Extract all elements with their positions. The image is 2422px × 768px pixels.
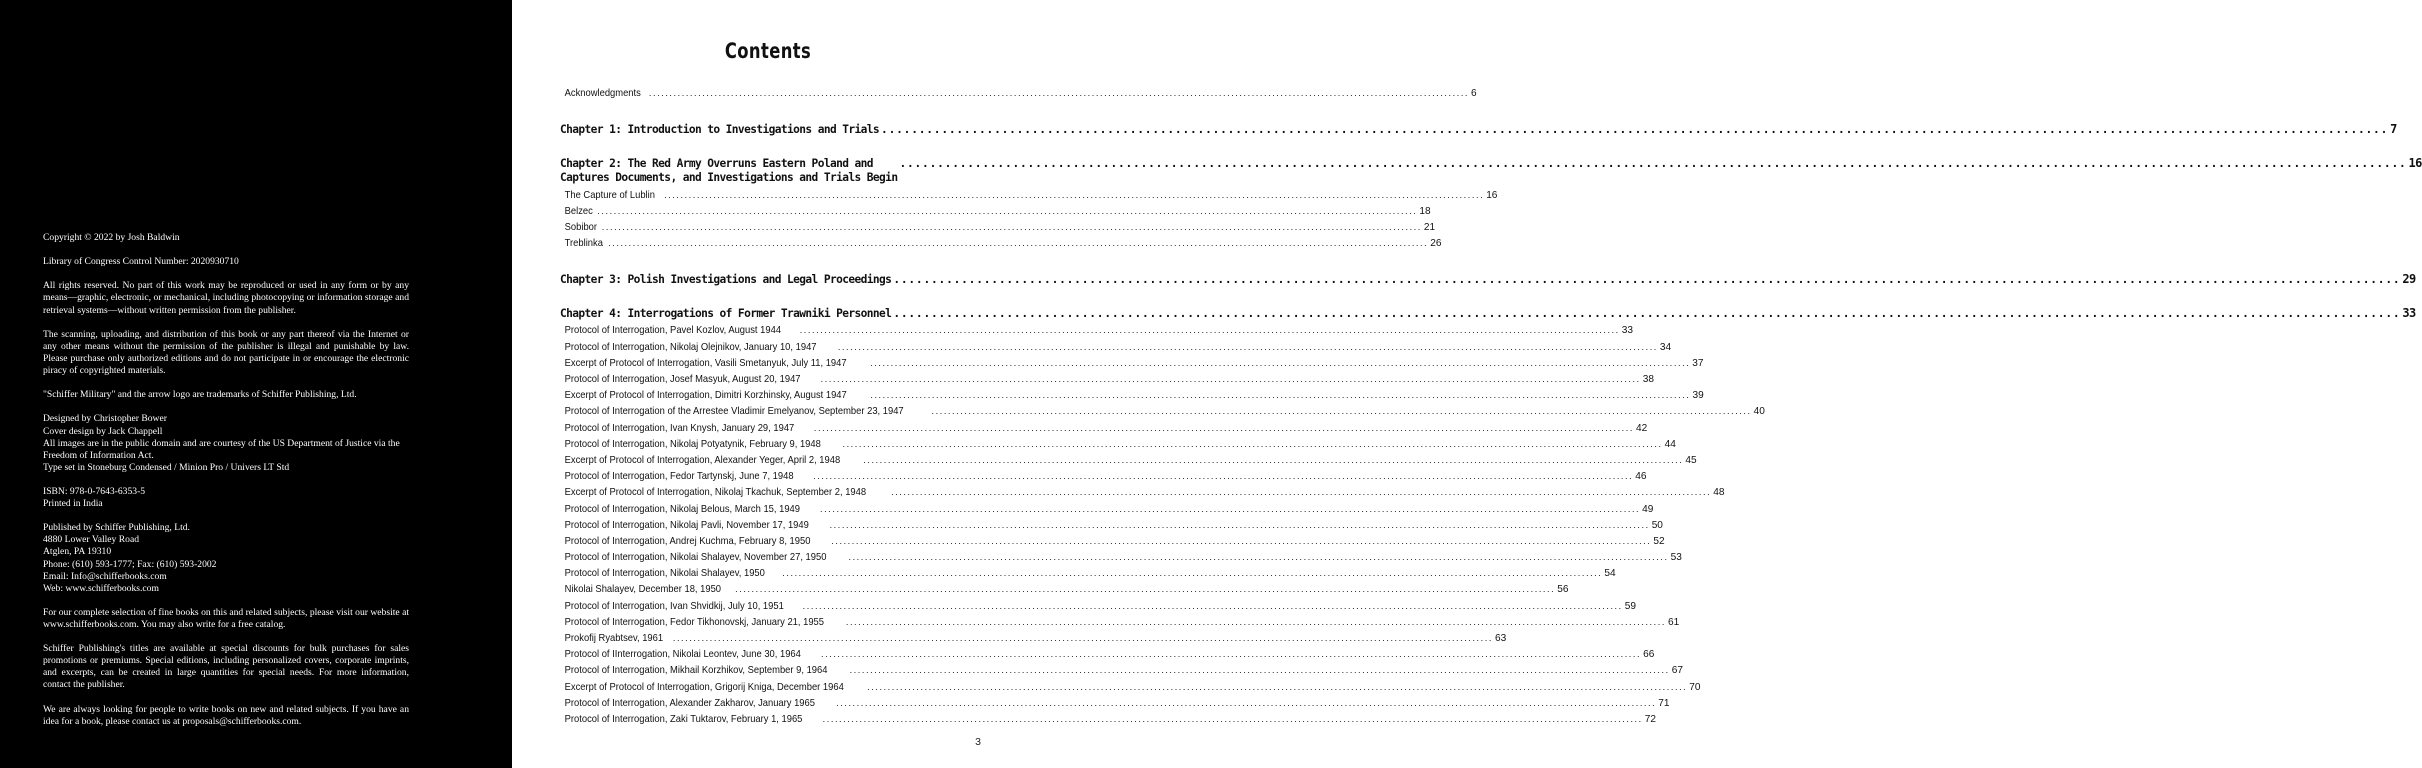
toc-page-number: 6 xyxy=(1471,88,1477,99)
toc-leader-dots: ........................................................................................................................................................................................................ xyxy=(899,156,2407,170)
toc-page-number: 33 xyxy=(1621,325,1634,337)
toc-entry[interactable] xyxy=(560,357,1704,374)
toc-entry[interactable] xyxy=(560,616,1680,633)
copyright-paragraph: We are always looking for people to write books on new and related subjects. If you have an idea for a book, please contact us at proposals@schifferbooks.com. xyxy=(43,703,409,727)
toc-entry[interactable] xyxy=(560,438,1676,455)
toc-entry-title: Excerpt of Protocol of Interrogation, Grigorij Kniga, December 1964 xyxy=(564,681,844,693)
copyright-paragraph: The scanning, uploading, and distribution of this book or any part thereof via the Internet or any other means without the permission of the publisher is illegal and punishable by law. Please purchase only authorized editions and do not participate in or encourage the electronic piracy of copyrighted materials. xyxy=(43,328,409,377)
toc-entry[interactable] xyxy=(560,552,1682,568)
copyright-line: Cover design by Jack Chappell xyxy=(43,425,163,437)
toc-page-number: 18 xyxy=(1419,205,1431,217)
toc-entry-title: Excerpt of Protocol of Interrogation, Dimitri Korzhinsky, August 1947 xyxy=(564,390,847,402)
toc-page-number: 56 xyxy=(1557,584,1569,596)
toc-chapter-title xyxy=(560,157,897,186)
contents-title: Contents xyxy=(724,39,812,63)
toc-entry-title: Protocol of IInterrogation, Nikolai Leontev, June 30, 1964 xyxy=(564,649,801,661)
toc-page-number: 53 xyxy=(1670,552,1682,564)
toc-entry[interactable] xyxy=(560,454,1697,471)
toc-entry-title: Protocol of Interrogation, Nikolaj Pavli, November 17, 1949 xyxy=(564,519,809,531)
toc-leader-dots: ........................................................................................................................................................................................................ xyxy=(802,600,1623,611)
toc-page-number: 70 xyxy=(1689,681,1701,693)
toc-entry-title: Protocol of Interrogation, Nikolai Shalayev, November 27, 1950 xyxy=(564,552,827,564)
toc-leader-dots: ........................................................................................................................................................................................................ xyxy=(664,189,1485,200)
toc-entry-title: Protocol of Interrogation, Andrej Kuchma, February 8, 1950 xyxy=(564,535,811,547)
toc-entry[interactable] xyxy=(560,535,1665,552)
toc-chapter-line: Chapter 2: The Red Army Overruns Eastern Poland and xyxy=(560,156,873,170)
toc-chapter-entry[interactable] xyxy=(560,272,2416,288)
copyright-paragraph: Schiffer Publishing's titles are available at special discounts for bulk purchases for sales promotions or premiums. Special editions, including personalized covers, corporate imprints, and excerpts, can be created in large quantities for special needs. For more information, contact the publisher. xyxy=(43,643,409,691)
toc-leader-dots: ........................................................................................................................................................................................................ xyxy=(799,325,1620,336)
toc-entry[interactable] xyxy=(560,238,1442,254)
toc-entry[interactable] xyxy=(560,649,1655,665)
toc-entry-title: Treblinka xyxy=(564,238,603,250)
toc-entry-title: Sobibor xyxy=(564,222,598,234)
toc-chapter-title xyxy=(560,123,879,138)
toc-chapter-entry[interactable] xyxy=(560,122,2397,138)
toc-chapter-entry[interactable] xyxy=(560,305,2416,322)
toc-leader-dots: ........................................................................................................................................................................................................ xyxy=(672,633,1493,643)
toc-leader-dots: ........................................................................................................................................................................................................ xyxy=(867,681,1688,692)
copyright-line: All images are in the public domain and are courtesy of the US Department of Justice via the Freedom of Information Act. xyxy=(43,437,400,461)
copyright-paragraph xyxy=(43,486,409,510)
toc-entry-title: Excerpt of Protocol of Interrogation, Vasili Smetanyuk, July 11, 1947 xyxy=(564,357,847,369)
toc-leader-dots: ........................................................................................................................................................................................................ xyxy=(870,390,1691,401)
toc-page-number: 61 xyxy=(1667,616,1680,628)
toc-entry[interactable] xyxy=(560,665,1683,681)
toc-page-number: 54 xyxy=(1604,568,1616,580)
toc-entry[interactable] xyxy=(560,713,1656,730)
toc-leader-dots: ........................................................................................................................................................................................................ xyxy=(813,422,1634,433)
toc-entry[interactable] xyxy=(560,600,1636,617)
toc-page-number: 72 xyxy=(1644,713,1656,725)
toc-chapter-title xyxy=(560,307,891,322)
toc-page-number: 34 xyxy=(1659,341,1672,353)
toc-page-number: 45 xyxy=(1685,454,1697,466)
toc-chapter-line: Chapter 1: Introduction to Investigations and Trials xyxy=(560,123,880,137)
toc-entry[interactable] xyxy=(560,584,1569,600)
toc-leader-dots: ........................................................................................................................................................................................................ xyxy=(813,471,1634,482)
toc-page-number: 67 xyxy=(1671,665,1683,677)
toc-leader-dots: ........................................................................................................................................................................................................ xyxy=(820,374,1641,384)
copyright-line: Designed by Christopher Bower xyxy=(43,413,167,425)
copyright-line: Web: www.schifferbooks.com xyxy=(43,582,159,594)
toc-entry[interactable] xyxy=(560,390,1704,406)
toc-entry-title: Acknowledgments xyxy=(564,88,641,99)
copyright-line: Type set in Stoneburg Condensed / Minion Pro / Univers LT Std xyxy=(43,461,290,473)
toc-leader-dots: ........................................................................................................................................................................................................ xyxy=(893,273,2401,287)
toc-leader-dots: ........................................................................................................................................................................................................ xyxy=(648,88,1470,98)
toc-entry[interactable] xyxy=(560,374,1654,390)
toc-chapter-line: Captures Documents, and Investigations and Trials Begin xyxy=(560,171,898,185)
toc-leader-dots: ........................................................................................................................................................................................................ xyxy=(870,357,1691,368)
toc-page-number: 46 xyxy=(1635,471,1647,483)
toc-leader-dots: ........................................................................................................................................................................................................ xyxy=(881,123,2389,137)
toc-chapter-line: Chapter 3: Polish Investigations and Legal Proceedings xyxy=(560,273,892,287)
toc-entry[interactable] xyxy=(560,88,1477,104)
toc-entry-title: Protocol of Interrogation, Ivan Knysh, January 29, 1947 xyxy=(564,422,795,434)
toc-leader-dots: ........................................................................................................................................................................................................ xyxy=(891,487,1712,498)
toc-entry-title: Protocol of Interrogation, Nikolaj Belous, March 15, 1949 xyxy=(564,503,800,515)
toc-page-number: 21 xyxy=(1423,222,1436,234)
toc-page-number: 40 xyxy=(1753,406,1765,418)
copyright-paragraph: "Schiffer Military" and the arrow logo are trademarks of Schiffer Publishing, Ltd. xyxy=(43,389,357,401)
toc-leader-dots: ........................................................................................................................................................................................................ xyxy=(831,535,1652,546)
toc-entry-title: Protocol of Interrogation, Ivan Shvidkij, July 10, 1951 xyxy=(564,600,784,612)
toc-entry[interactable] xyxy=(560,422,1648,439)
toc-page-number: 42 xyxy=(1636,422,1648,434)
toc-entry[interactable] xyxy=(560,341,1672,358)
toc-entry[interactable] xyxy=(560,205,1431,222)
toc-entry-title: Protocol of Interrogation, Josef Masyuk, August 20, 1947 xyxy=(564,374,801,385)
toc-entry[interactable] xyxy=(560,503,1654,520)
toc-entry-title: Prokofij Ryabtsev, 1961 xyxy=(564,633,664,644)
copyright-line: 4880 Lower Valley Road xyxy=(43,534,140,546)
toc-entry-title: Excerpt of Protocol of Interrogation, Alexander Yeger, April 2, 1948 xyxy=(564,454,841,466)
toc-leader-dots: ........................................................................................................................................................................................................ xyxy=(601,222,1422,233)
toc-entry[interactable] xyxy=(560,406,1765,422)
toc-page-number: 71 xyxy=(1658,697,1670,709)
toc-page-number: 16 xyxy=(2408,155,2422,170)
toc-page-number: 48 xyxy=(1713,487,1725,499)
page-number: 3 xyxy=(975,736,981,748)
copyright-text xyxy=(43,232,409,740)
table-of-contents xyxy=(560,88,2422,730)
copyright-paragraph: All rights reserved. No part of this work may be reproduced or used in any form or by any means—graphic, electronic, or mechanical, including photocopying or information storage and retrieval systems—without written permission from the publisher. xyxy=(43,280,409,316)
toc-leader-dots: ........................................................................................................................................................................................................ xyxy=(863,454,1684,465)
toc-entry-title: Protocol of Interrogation, Fedor Tartynskj, June 7, 1948 xyxy=(564,471,794,483)
toc-leader-dots: ........................................................................................................................................................................................................ xyxy=(931,406,1752,417)
toc-page-number: 44 xyxy=(1664,438,1676,450)
toc-page-number: 38 xyxy=(1642,374,1654,385)
copyright-line: Phone: (610) 593-1777; Fax: (610) 593-2002 xyxy=(43,558,217,570)
copyright-paragraph: For our complete selection of fine books on this and related subjects, please visit our website at www.schifferbooks.com. You may also write for a free catalog. xyxy=(43,606,409,630)
toc-leader-dots: ........................................................................................................................................................................................................ xyxy=(849,665,1670,676)
toc-entry[interactable] xyxy=(560,325,1634,341)
toc-page-number: 7 xyxy=(2390,122,2397,137)
copyright-page xyxy=(0,0,512,768)
toc-entry[interactable] xyxy=(560,519,1663,536)
toc-entry-title: Protocol of Interrogation, Mikhail Korzhikov, September 9, 1964 xyxy=(564,665,828,677)
toc-entry[interactable] xyxy=(560,471,1647,487)
toc-page-number: 59 xyxy=(1624,600,1636,612)
toc-page-number: 16 xyxy=(1486,189,1498,201)
copyright-line: ISBN: 978-0-7643-6353-5 xyxy=(43,485,146,497)
copyright-paragraph: Copyright © 2022 by Josh Baldwin xyxy=(43,232,180,243)
toc-entry-title: Nikolai Shalayev, December 18, 1950 xyxy=(564,584,722,596)
copyright-line: Email: Info@schifferbooks.com xyxy=(43,570,167,582)
toc-entry-title: The Capture of Lublin xyxy=(564,189,655,201)
copyright-paragraph xyxy=(43,522,409,595)
toc-leader-dots: ........................................................................................................................................................................................................ xyxy=(848,552,1669,563)
toc-entry-title: Protocol of Interrogation, Nikolaj Olejnikov, January 10, 1947 xyxy=(564,341,817,353)
toc-leader-dots: ........................................................................................................................................................................................................ xyxy=(608,238,1429,249)
toc-page-number: 33 xyxy=(2402,305,2416,320)
toc-entry-title: Protocol of Interrogation, Alexander Zakharov, January 1965 xyxy=(564,697,815,709)
copyright-line: Atglen, PA 19310 xyxy=(43,546,112,558)
toc-page-number: 26 xyxy=(1430,238,1442,250)
toc-page-number: 37 xyxy=(1692,357,1704,369)
toc-leader-dots: ........................................................................................................................................................................................................ xyxy=(822,713,1643,724)
toc-leader-dots: ........................................................................................................................................................................................................ xyxy=(893,306,2401,320)
toc-entry[interactable] xyxy=(560,487,1725,503)
toc-page-number: 39 xyxy=(1692,390,1704,402)
toc-page-number: 66 xyxy=(1643,649,1655,661)
toc-leader-dots: ........................................................................................................................................................................................................ xyxy=(842,438,1663,449)
toc-chapter-line: Chapter 4: Interrogations of Former Trawniki Personnel xyxy=(560,306,892,320)
toc-entry-title: Protocol of Interrogation, Nikolaj Potyatynik, February 9, 1948 xyxy=(564,438,821,450)
toc-entry-title: Excerpt of Protocol of Interrogation, Nikolaj Tkachuk, September 2, 1948 xyxy=(564,487,867,499)
toc-entry-title: Belzec xyxy=(564,205,593,217)
toc-entry-title: Protocol of Interrogation, Pavel Kozlov, August 1944 xyxy=(564,325,782,337)
toc-leader-dots: ........................................................................................................................................................................................................ xyxy=(836,697,1657,708)
toc-page-number: 63 xyxy=(1494,633,1507,644)
toc-entry[interactable] xyxy=(560,568,1616,584)
toc-leader-dots: ........................................................................................................................................................................................................ xyxy=(837,341,1658,352)
toc-chapter-title xyxy=(560,273,891,288)
toc-entry-title: Protocol of Interrogation, Nikolai Shalayev, 1950 xyxy=(564,568,765,580)
toc-entry[interactable] xyxy=(560,222,1436,238)
toc-page-number: 52 xyxy=(1653,535,1665,547)
toc-page-number: 29 xyxy=(2402,272,2416,287)
toc-page-number: 50 xyxy=(1651,519,1663,531)
copyright-line: Printed in India xyxy=(43,498,103,510)
copyright-paragraph: Library of Congress Control Number: 2020930710 xyxy=(43,256,239,268)
toc-entry[interactable] xyxy=(560,189,1498,206)
toc-leader-dots: ........................................................................................................................................................................................................ xyxy=(782,568,1603,579)
toc-leader-dots: ........................................................................................................................................................................................................ xyxy=(735,584,1556,595)
toc-entry-title: Protocol of Interrogation, Zaki Tuktarov, February 1, 1965 xyxy=(564,713,803,725)
toc-leader-dots: ........................................................................................................................................................................................................ xyxy=(820,503,1641,514)
toc-leader-dots: ........................................................................................................................................................................................................ xyxy=(829,519,1650,530)
toc-entry-title: Protocol of Interrogation of the Arrestee Vladimir Emelyanov, September 23, 1947 xyxy=(564,406,904,418)
toc-entry[interactable] xyxy=(560,681,1701,698)
toc-entry-title: Protocol of Interrogation, Fedor Tikhonovskj, January 21, 1955 xyxy=(564,616,824,628)
toc-entry[interactable] xyxy=(560,633,1507,649)
copyright-paragraph xyxy=(43,413,409,473)
toc-leader-dots: ........................................................................................................................................................................................................ xyxy=(597,205,1418,216)
toc-chapter-entry[interactable] xyxy=(560,155,2422,186)
toc-leader-dots: ........................................................................................................................................................................................................ xyxy=(821,649,1642,660)
copyright-line: Published by Schiffer Publishing, Ltd. xyxy=(43,522,190,534)
toc-page-number: 49 xyxy=(1642,503,1654,515)
contents-page xyxy=(512,0,2422,768)
toc-leader-dots: ........................................................................................................................................................................................................ xyxy=(845,616,1666,627)
toc-entry[interactable] xyxy=(560,697,1670,714)
